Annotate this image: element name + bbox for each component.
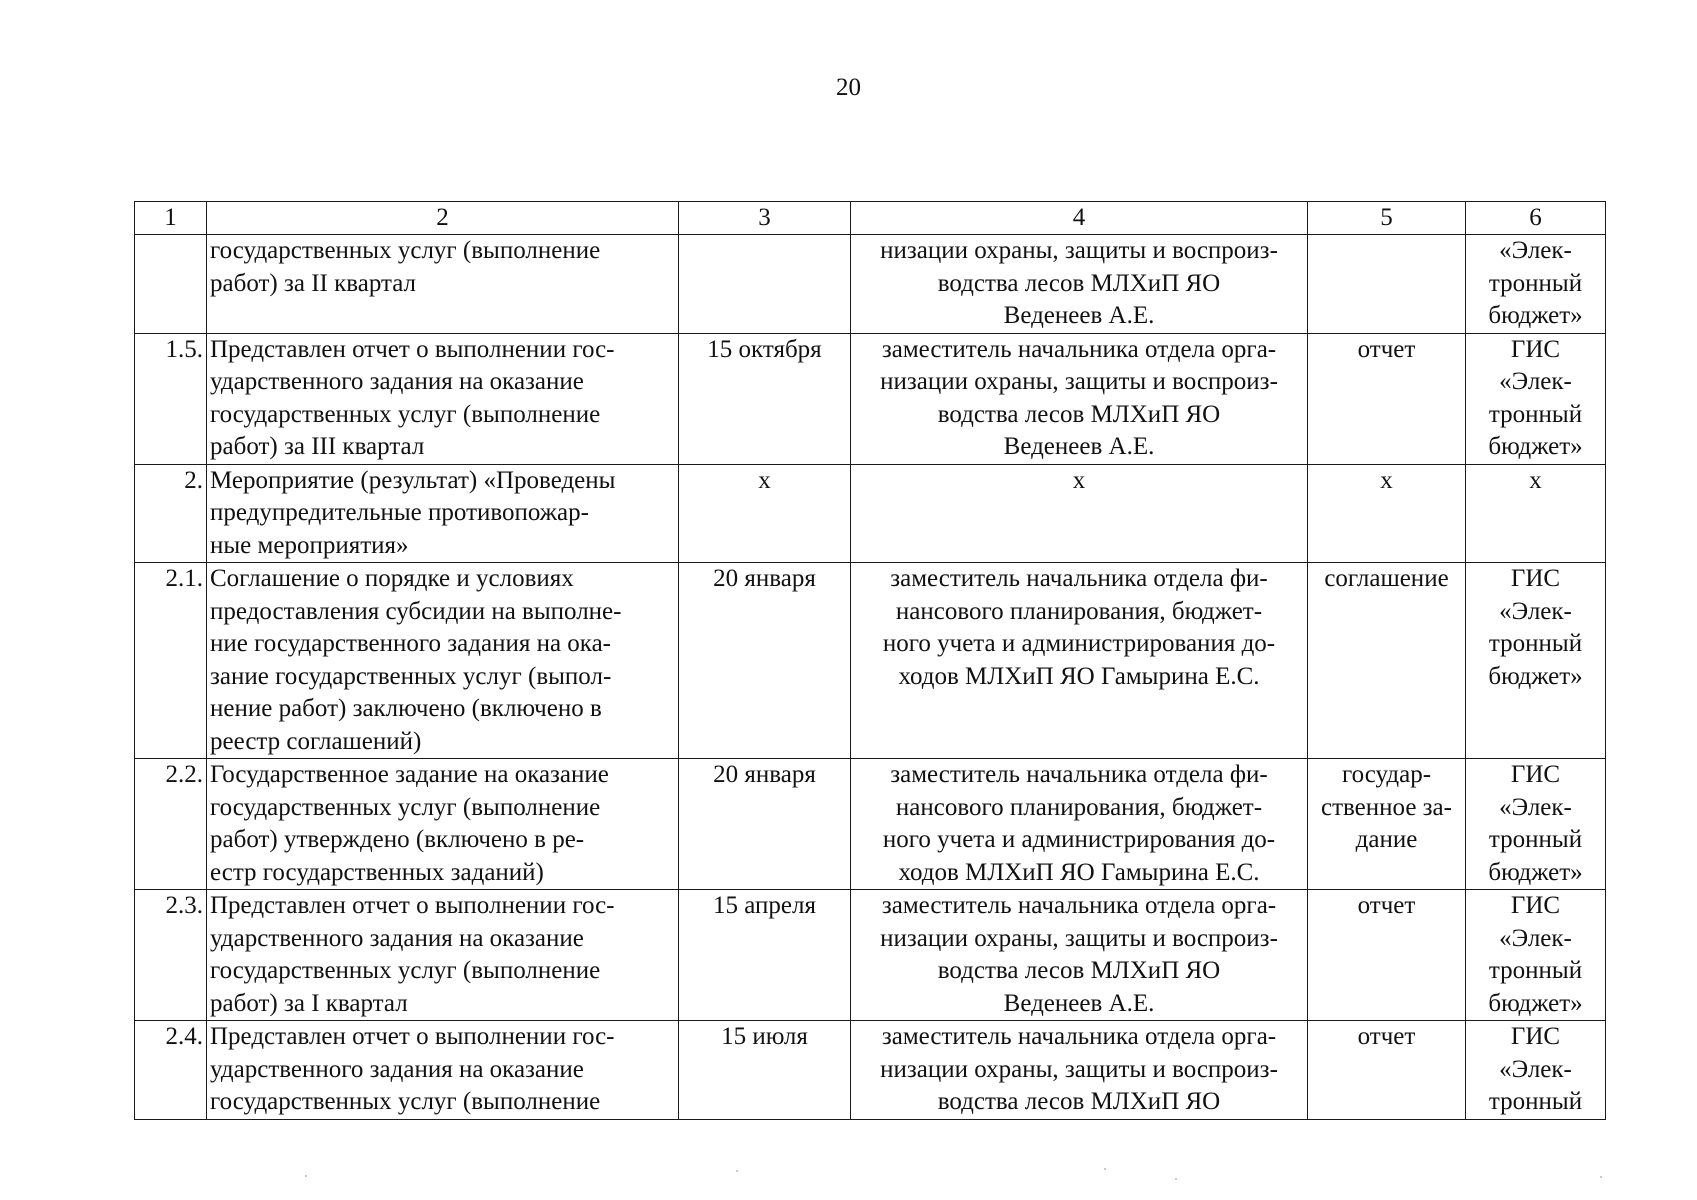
item-name-cell-line: государственных услуг (выполнение (210, 237, 601, 264)
information-system-cell-line: бюджет» (1488, 433, 1583, 460)
item-number-cell: 2. (135, 464, 207, 563)
item-name-cell-line: ударственного задания на оказание (210, 1055, 584, 1083)
document-type-cell-line: отчет (1357, 1023, 1416, 1050)
information-system-cell-line: тронный (1488, 957, 1583, 984)
responsible-cell-line: заместитель начальника отдела фи- (890, 565, 1268, 592)
deadline-cell: 20 января (679, 759, 851, 890)
scan-artifact (1104, 1168, 1106, 1170)
deadline-cell: х (679, 464, 851, 563)
information-system-cell-line: тронный (1488, 400, 1583, 428)
item-name-cell-line: предоставления субсидии на выполне- (210, 597, 622, 625)
column-header: 2 (207, 202, 679, 235)
item-name-cell-line: Представлен отчет о выполнении гос- (210, 1023, 615, 1050)
table-row (135, 464, 1606, 563)
document-type-cell-line: отчет (1357, 892, 1416, 919)
document-type-cell-line: ственное за- (1321, 793, 1452, 821)
responsible-cell-line: х (1072, 466, 1086, 494)
information-system-cell-line: ГИС (1510, 335, 1561, 363)
responsible-cell-line: Веденеев А.Е. (1003, 302, 1155, 329)
item-name-cell (207, 759, 679, 890)
item-name-cell-line: Государственное задание на оказание (210, 761, 609, 788)
information-system-cell-line: тронный (1488, 269, 1583, 297)
information-system-cell-line: бюджет» (1488, 858, 1583, 886)
item-name-cell-line: работ) утверждено (включено в ре- (210, 826, 585, 853)
item-number-cell: 2.4. (135, 1021, 207, 1120)
table-row (135, 759, 1606, 890)
responsible-cell-line: заместитель начальника отдела орга- (881, 892, 1277, 919)
column-header: 5 (1308, 202, 1466, 235)
document-type-cell (1308, 890, 1466, 1021)
document-type-cell-line: х (1380, 466, 1393, 494)
deadline-cell: 15 апреля (679, 890, 851, 1021)
responsible-cell-line: водства лесов МЛХиП ЯО (937, 269, 1221, 297)
information-system-cell (1466, 333, 1606, 464)
table-row (135, 563, 1606, 759)
document-type-cell-line: дание (1355, 826, 1418, 853)
scan-artifact (305, 1175, 307, 1177)
table-row (135, 1021, 1606, 1120)
responsible-cell-line: ходов МЛХиП ЯО Гамырина Е.С. (898, 662, 1260, 690)
responsible-cell-line: заместитель начальника отдела орга- (881, 335, 1277, 363)
responsible-cell (851, 890, 1308, 1021)
document-type-cell (1308, 333, 1466, 464)
deadline-cell: 15 июля (679, 1021, 851, 1120)
responsible-cell-line: низации охраны, защиты и воспроиз- (880, 237, 1278, 264)
information-system-cell-line: «Элек- (1499, 924, 1572, 952)
responsible-cell-line: ходов МЛХиП ЯО Гамырина Е.С. (898, 858, 1260, 886)
item-name-cell-line: нение работ) заключено (включено в (210, 695, 602, 722)
information-system-cell-line: ГИС (1510, 892, 1561, 919)
responsible-cell-line: заместитель начальника отдела орга- (881, 1023, 1277, 1050)
item-name-cell (207, 464, 679, 563)
responsible-cell (851, 464, 1308, 563)
information-system-cell-line: х (1529, 466, 1542, 494)
information-system-cell-line: ГИС (1510, 565, 1561, 592)
responsible-cell (851, 235, 1308, 334)
information-system-cell (1466, 890, 1606, 1021)
document-type-cell-line: государ- (1341, 761, 1432, 788)
item-name-cell-line: Мероприятие (результат) «Проведены (210, 466, 616, 494)
information-system-cell-line: тронный (1488, 630, 1583, 657)
column-header: 1 (135, 202, 207, 235)
item-number-cell: 2.2. (135, 759, 207, 890)
scan-artifact (736, 1170, 738, 1172)
item-name-cell-line: естр государственных заданий) (210, 858, 544, 886)
information-system-cell-line: «Элек- (1499, 237, 1572, 264)
responsible-cell-line: ного учета и администрирования до- (882, 630, 1276, 657)
responsible-cell-line: нансового планирования, бюджет- (895, 793, 1263, 821)
item-name-cell-line: ударственного задания на оказание (210, 924, 584, 952)
item-name-cell-line: работ) за I квартал (210, 989, 408, 1017)
item-name-cell-line: ударственного задания на оказание (210, 368, 584, 395)
information-system-cell-line: ГИС (1510, 761, 1561, 788)
responsible-cell-line: низации охраны, защиты и воспроиз- (880, 1055, 1278, 1083)
information-system-cell-line: тронный (1488, 1088, 1583, 1115)
information-system-cell-line: «Элек- (1499, 597, 1572, 625)
information-system-cell (1466, 235, 1606, 334)
item-name-cell (207, 235, 679, 334)
responsible-cell-line: заместитель начальника отдела фи- (890, 761, 1268, 788)
information-system-cell (1466, 759, 1606, 890)
item-name-cell-line: Представлен отчет о выполнении гос- (210, 335, 615, 363)
responsible-cell-line: водства лесов МЛХиП ЯО (937, 1088, 1221, 1115)
responsible-cell-line: Веденеев А.Е. (1003, 433, 1155, 460)
responsible-cell (851, 759, 1308, 890)
information-system-cell-line: бюджет» (1488, 662, 1583, 690)
column-header: 3 (679, 202, 851, 235)
item-name-cell-line: государственных услуг (выполнение (210, 957, 601, 984)
information-system-cell-line: «Элек- (1499, 793, 1572, 821)
information-system-cell-line: тронный (1488, 826, 1583, 853)
item-name-cell (207, 563, 679, 759)
table-body (135, 235, 1606, 1120)
item-name-cell-line: работ) за II квартал (210, 269, 417, 297)
document-type-cell-line: соглашение (1324, 565, 1449, 592)
information-system-cell-line: бюджет» (1488, 989, 1583, 1017)
item-name-cell-line: Представлен отчет о выполнении гос- (210, 892, 615, 919)
deadline-cell: 20 января (679, 563, 851, 759)
document-type-cell (1308, 759, 1466, 890)
item-number-cell (135, 235, 207, 334)
responsible-cell (851, 333, 1308, 464)
document-type-cell (1308, 1021, 1466, 1120)
information-system-cell-line: «Элек- (1499, 1055, 1572, 1083)
document-type-cell-line: отчет (1357, 335, 1416, 363)
information-system-cell (1466, 464, 1606, 563)
information-system-cell-line: ГИС (1510, 1023, 1561, 1050)
responsible-cell-line: низации охраны, защиты и воспроиз- (880, 368, 1278, 395)
document-type-cell (1308, 464, 1466, 563)
column-header: 4 (851, 202, 1308, 235)
responsible-cell-line: ного учета и администрирования до- (882, 826, 1276, 853)
item-name-cell (207, 890, 679, 1021)
responsible-cell-line: нансового планирования, бюджет- (895, 597, 1263, 625)
item-name-cell-line: государственных услуг (выполнение (210, 1088, 601, 1115)
scan-artifact (1600, 1176, 1602, 1178)
item-number-cell: 2.3. (135, 890, 207, 1021)
item-name-cell (207, 333, 679, 464)
item-name-cell-line: реестр соглашений) (210, 727, 422, 755)
item-number-cell: 2.1. (135, 563, 207, 759)
item-name-cell-line: предупредительные противопожар- (210, 499, 589, 526)
information-system-cell (1466, 1021, 1606, 1120)
responsible-cell-line: водства лесов МЛХиП ЯО (937, 400, 1221, 428)
item-name-cell-line: ные мероприятия» (210, 531, 409, 559)
document-type-cell (1308, 235, 1466, 334)
deadline-cell (679, 235, 851, 334)
item-name-cell-line: ние государственного задания на ока- (210, 630, 611, 657)
responsible-cell-line: Веденеев А.Е. (1003, 989, 1155, 1017)
page-number: 20 (836, 74, 861, 101)
scan-artifact (1175, 1178, 1177, 1180)
item-name-cell-line: работ) за III квартал (210, 433, 425, 460)
responsible-cell-line: низации охраны, защиты и воспроиз- (880, 924, 1278, 952)
column-header: 6 (1466, 202, 1606, 235)
table-row (135, 333, 1606, 464)
item-name-cell-line: государственных услуг (выполнение (210, 400, 601, 428)
plan-table (134, 201, 1606, 1120)
column-number-row (135, 202, 1606, 235)
table-row (135, 890, 1606, 1021)
information-system-cell (1466, 563, 1606, 759)
responsible-cell (851, 1021, 1308, 1120)
document-type-cell (1308, 563, 1466, 759)
information-system-cell-line: «Элек- (1499, 368, 1572, 395)
responsible-cell (851, 563, 1308, 759)
item-number-cell: 1.5. (135, 333, 207, 464)
responsible-cell-line: водства лесов МЛХиП ЯО (937, 957, 1221, 984)
item-name-cell-line: зание государственных услуг (выпол- (210, 662, 612, 690)
information-system-cell-line: бюджет» (1488, 302, 1583, 329)
item-name-cell-line: государственных услуг (выполнение (210, 793, 601, 821)
table-row (135, 235, 1606, 334)
item-name-cell-line: Соглашение о порядке и условиях (210, 565, 574, 592)
item-name-cell (207, 1021, 679, 1120)
deadline-cell: 15 октября (679, 333, 851, 464)
